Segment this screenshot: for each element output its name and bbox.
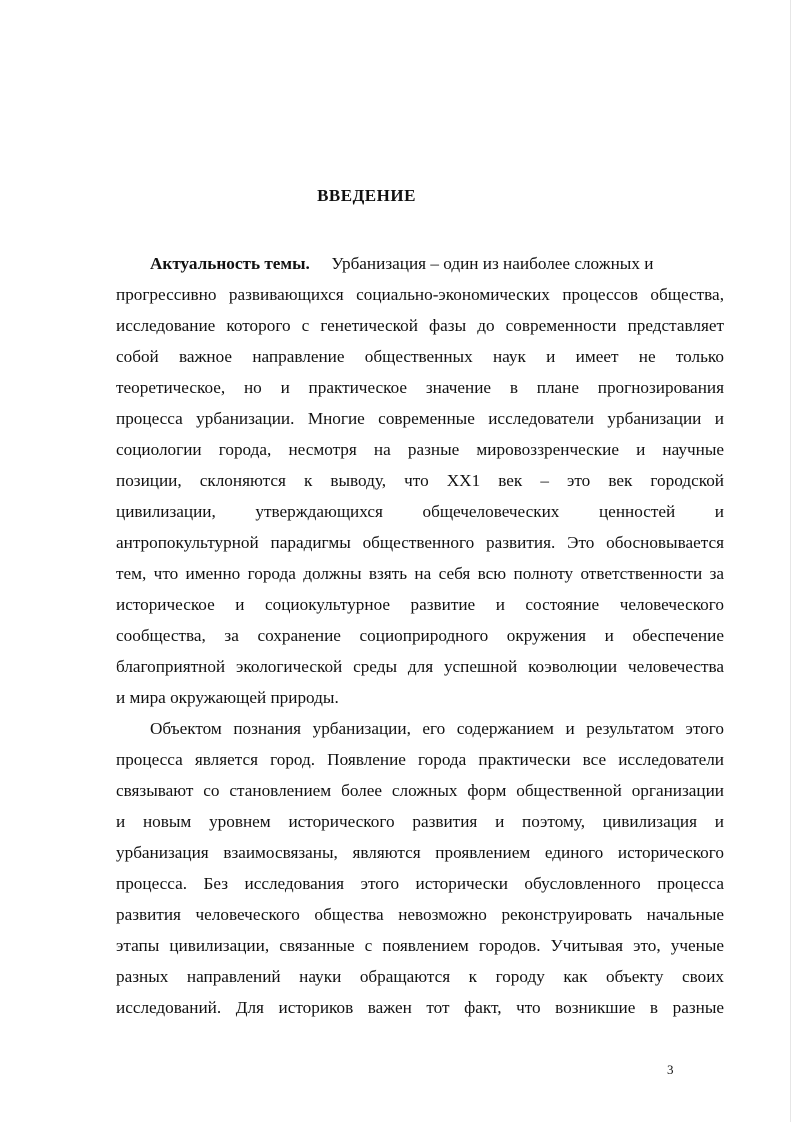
text-line: и новым уровнем исторического развития и поэтому, цивилизация и bbox=[116, 812, 724, 831]
text-line: историческое и социокультурное развитие и состояние человеческого bbox=[116, 595, 724, 614]
text-line: урбанизация взаимосвязаны, являются проявлением единого исторического bbox=[116, 843, 724, 862]
text-line: этапы цивилизации, связанные с появлением городов. Учитывая это, ученые bbox=[116, 936, 724, 955]
page-number: 3 bbox=[667, 1062, 674, 1077]
text-line: тем, что именно города должны взять на себя всю полноту ответственности за bbox=[116, 564, 724, 583]
text-line: разных направлений науки обращаются к городу как объекту своих bbox=[116, 967, 724, 986]
text-line: собой важное направление общественных наук и имеет не только bbox=[116, 347, 724, 366]
text-line: процесса урбанизации. Многие современные исследователи урбанизации и bbox=[116, 409, 724, 428]
text-line: исследований. Для историков важен тот факт, что возникшие в разные bbox=[116, 998, 724, 1017]
text-line: процесса. Без исследования этого исторически обусловленного процесса bbox=[116, 874, 724, 893]
section-heading: ВВЕДЕНИЕ bbox=[317, 186, 416, 205]
text-line: связывают со становлением более сложных форм общественной организации bbox=[116, 781, 724, 800]
paragraph-1-line-1 bbox=[116, 248, 724, 279]
text-line: позиции, склоняются к выводу, что XX1 век – это век городской bbox=[116, 471, 724, 490]
body-text bbox=[116, 248, 724, 1023]
topic-relevance-label: Актуальность темы. bbox=[150, 254, 310, 273]
paragraph-1-line-1-text: Урбанизация – один из наиболее сложных и bbox=[331, 254, 654, 273]
text-line: и мира окружающей природы. bbox=[116, 688, 339, 707]
text-line: теоретическое, но и практическое значение в плане прогнозирования bbox=[116, 378, 724, 397]
text-line: цивилизации, утверждающихся общечеловеческих ценностей и bbox=[116, 502, 724, 521]
paragraph-1 bbox=[116, 248, 724, 713]
text-line: процесса является город. Появление города практически все исследователи bbox=[116, 750, 724, 769]
text-line: антропокультурной парадигмы общественного развития. Это обосновывается bbox=[116, 533, 724, 552]
paragraph-2 bbox=[116, 713, 724, 1023]
text-line: благоприятной экологической среды для успешной коэволюции человечества bbox=[116, 657, 724, 676]
text-line: социологии города, несмотря на разные мировоззренческие и научные bbox=[116, 440, 724, 459]
paragraph-2-line-1: Объектом познания урбанизации, его содержанием и результатом этого bbox=[150, 719, 724, 738]
text-line: развития человеческого общества невозможно реконструировать начальные bbox=[116, 905, 724, 924]
scan-edge-line bbox=[790, 0, 791, 1122]
text-line: исследование которого с генетической фазы до современности представляет bbox=[116, 316, 724, 335]
text-line: прогрессивно развивающихся социально-экономических процессов общества, bbox=[116, 285, 724, 304]
text-line: сообщества, за сохранение социоприродного окружения и обеспечение bbox=[116, 626, 724, 645]
